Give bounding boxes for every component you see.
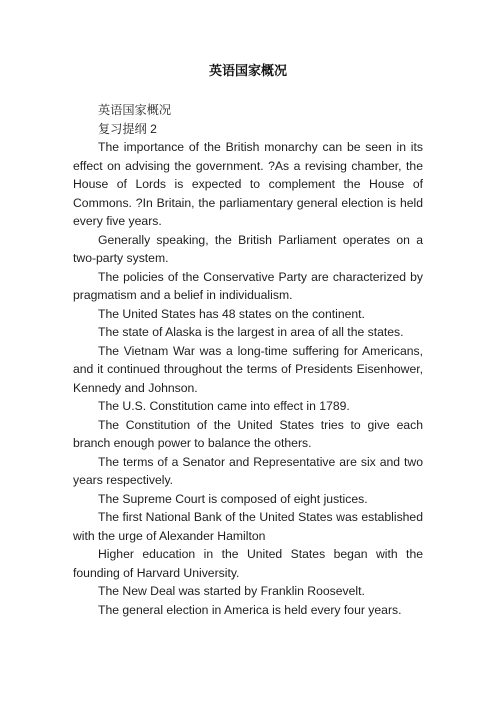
- paragraph: The New Deal was started by Franklin Roosevelt.: [98, 584, 365, 598]
- paragraph: The first National Bank of the United States was established with the urge of Alexander Hamilton: [73, 510, 423, 543]
- paragraph: The Vietnam War was a long-time suffering for Americans, and it continued throughout the terms of Presidents Eisenhower, Kennedy and Johnson.: [73, 343, 423, 395]
- paragraph-subheading: 复习提纲 2: [98, 121, 157, 136]
- paragraph: The United States has 48 states on the continent.: [98, 306, 365, 321]
- paragraph: The Constitution of the United States tries to give each branch enough power to balance the others.: [73, 417, 423, 450]
- paragraph: The importance of the British monarchy can be seen in its effect on advising the government. ?As a revising chamber, the House of Lords is expected to complement the House of Commons. ?In Britain, the parliamentary general election is held every five years.: [73, 140, 423, 228]
- paragraph: Generally speaking, the British Parliament operates on a two-party system.: [73, 232, 423, 265]
- paragraph: The U.S. Constitution came into effect in 1789.: [98, 399, 350, 413]
- paragraph: The Supreme Court is composed of eight justices.: [98, 491, 368, 506]
- paragraph: Higher education in the United States began with the founding of Harvard University.: [73, 547, 423, 580]
- paragraph-heading: 英语国家概况: [98, 103, 172, 117]
- paragraph: The policies of the Conservative Party are characterized by pragmatism and a belief in individualism.: [73, 269, 423, 302]
- document-body: [73, 101, 423, 619]
- document-title: 英语国家概况: [208, 63, 287, 78]
- paragraph: The general election in America is held every four years.: [98, 602, 402, 617]
- paragraph: The terms of a Senator and Representative are six and two years respectively.: [73, 454, 423, 487]
- paragraph: The state of Alaska is the largest in area of all the states.: [98, 325, 404, 339]
